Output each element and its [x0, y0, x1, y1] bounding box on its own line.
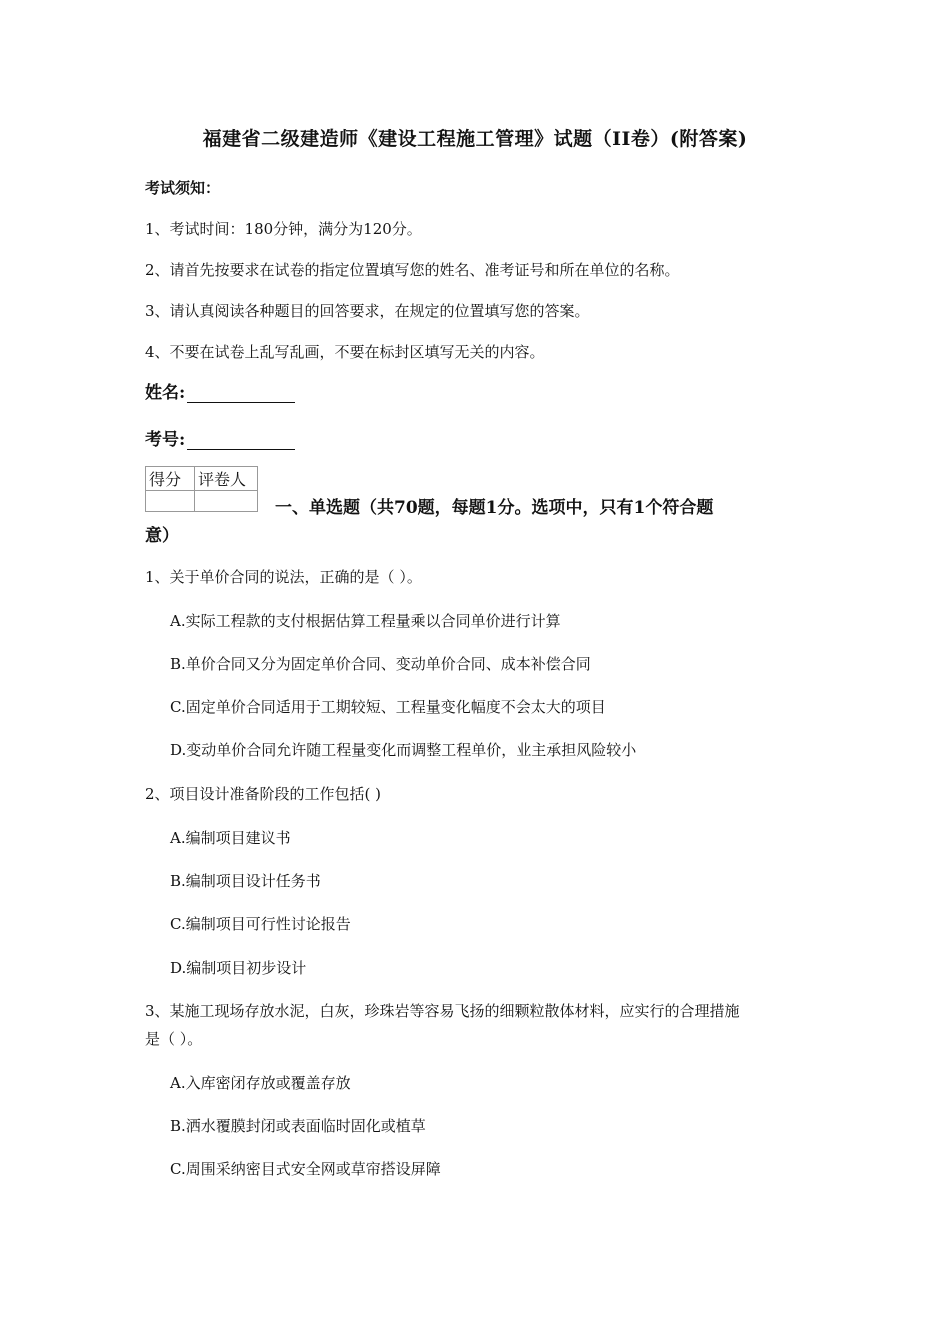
page-title: 福建省二级建造师《建设工程施工管理》试题（II卷）(附答案): [202, 128, 748, 150]
question-option: B.编制项目设计任务书: [170, 872, 321, 890]
number-blank[interactable]: [187, 431, 295, 450]
question-stem-continued: 是（ ）。: [145, 1030, 203, 1048]
question-option: A.入库密闭存放或覆盖存放: [170, 1074, 351, 1092]
question-option: C.周围采纳密目式安全网或草帘搭设屏障: [170, 1160, 441, 1178]
grader-header: 评卷人: [195, 467, 258, 491]
notice-item: 4、不要在试卷上乱写乱画，不要在标封区填写无关的内容。: [145, 343, 545, 361]
question-option: B.洒水覆膜封闭或表面临时固化或植草: [170, 1117, 426, 1135]
question-option: B.单价合同又分为固定单价合同、变动单价合同、成本补偿合同: [170, 655, 591, 673]
notice-item: 1、考试时间：180分钟，满分为120分。: [145, 220, 422, 238]
question-stem: 2、项目设计准备阶段的工作包括( ): [145, 785, 382, 803]
section-heading: 一、单选题（共70题，每题1分。选项中，只有1个符合题: [275, 498, 714, 518]
question-option: D.编制项目初步设计: [170, 959, 307, 977]
name-blank[interactable]: [187, 384, 295, 403]
number-field: [145, 425, 295, 450]
question-stem: 1、关于单价合同的说法，正确的是（ ）。: [145, 568, 422, 586]
question-option: A.实际工程款的支付根据估算工程量乘以合同单价进行计算: [170, 612, 561, 630]
name-field: [145, 378, 295, 403]
grader-cell[interactable]: [195, 491, 258, 512]
score-cell[interactable]: [146, 491, 195, 512]
notice-item: 2、请首先按要求在试卷的指定位置填写您的姓名、准考证号和所在单位的名称。: [145, 261, 680, 279]
question-option: C.编制项目可行性讨论报告: [170, 915, 351, 933]
notice-heading: 考试须知：: [145, 179, 221, 197]
score-header: 得分: [146, 467, 195, 491]
question-option: A.编制项目建议书: [170, 829, 291, 847]
name-label: 姓名:: [145, 383, 186, 403]
question-stem: 3、某施工现场存放水泥，白灰，珍珠岩等容易飞扬的细颗粒散体材料，应实行的合理措施: [145, 1002, 740, 1020]
number-label: 考号:: [145, 430, 186, 450]
notice-item: 3、请认真阅读各种题目的回答要求，在规定的位置填写您的答案。: [145, 302, 590, 320]
score-table: [145, 466, 258, 512]
section-heading-continued: 意）: [145, 526, 179, 546]
question-option: D.变动单价合同允许随工程量变化而调整工程单价，业主承担风险较小: [170, 741, 637, 759]
question-option: C.固定单价合同适用于工期较短、工程量变化幅度不会太大的项目: [170, 698, 606, 716]
